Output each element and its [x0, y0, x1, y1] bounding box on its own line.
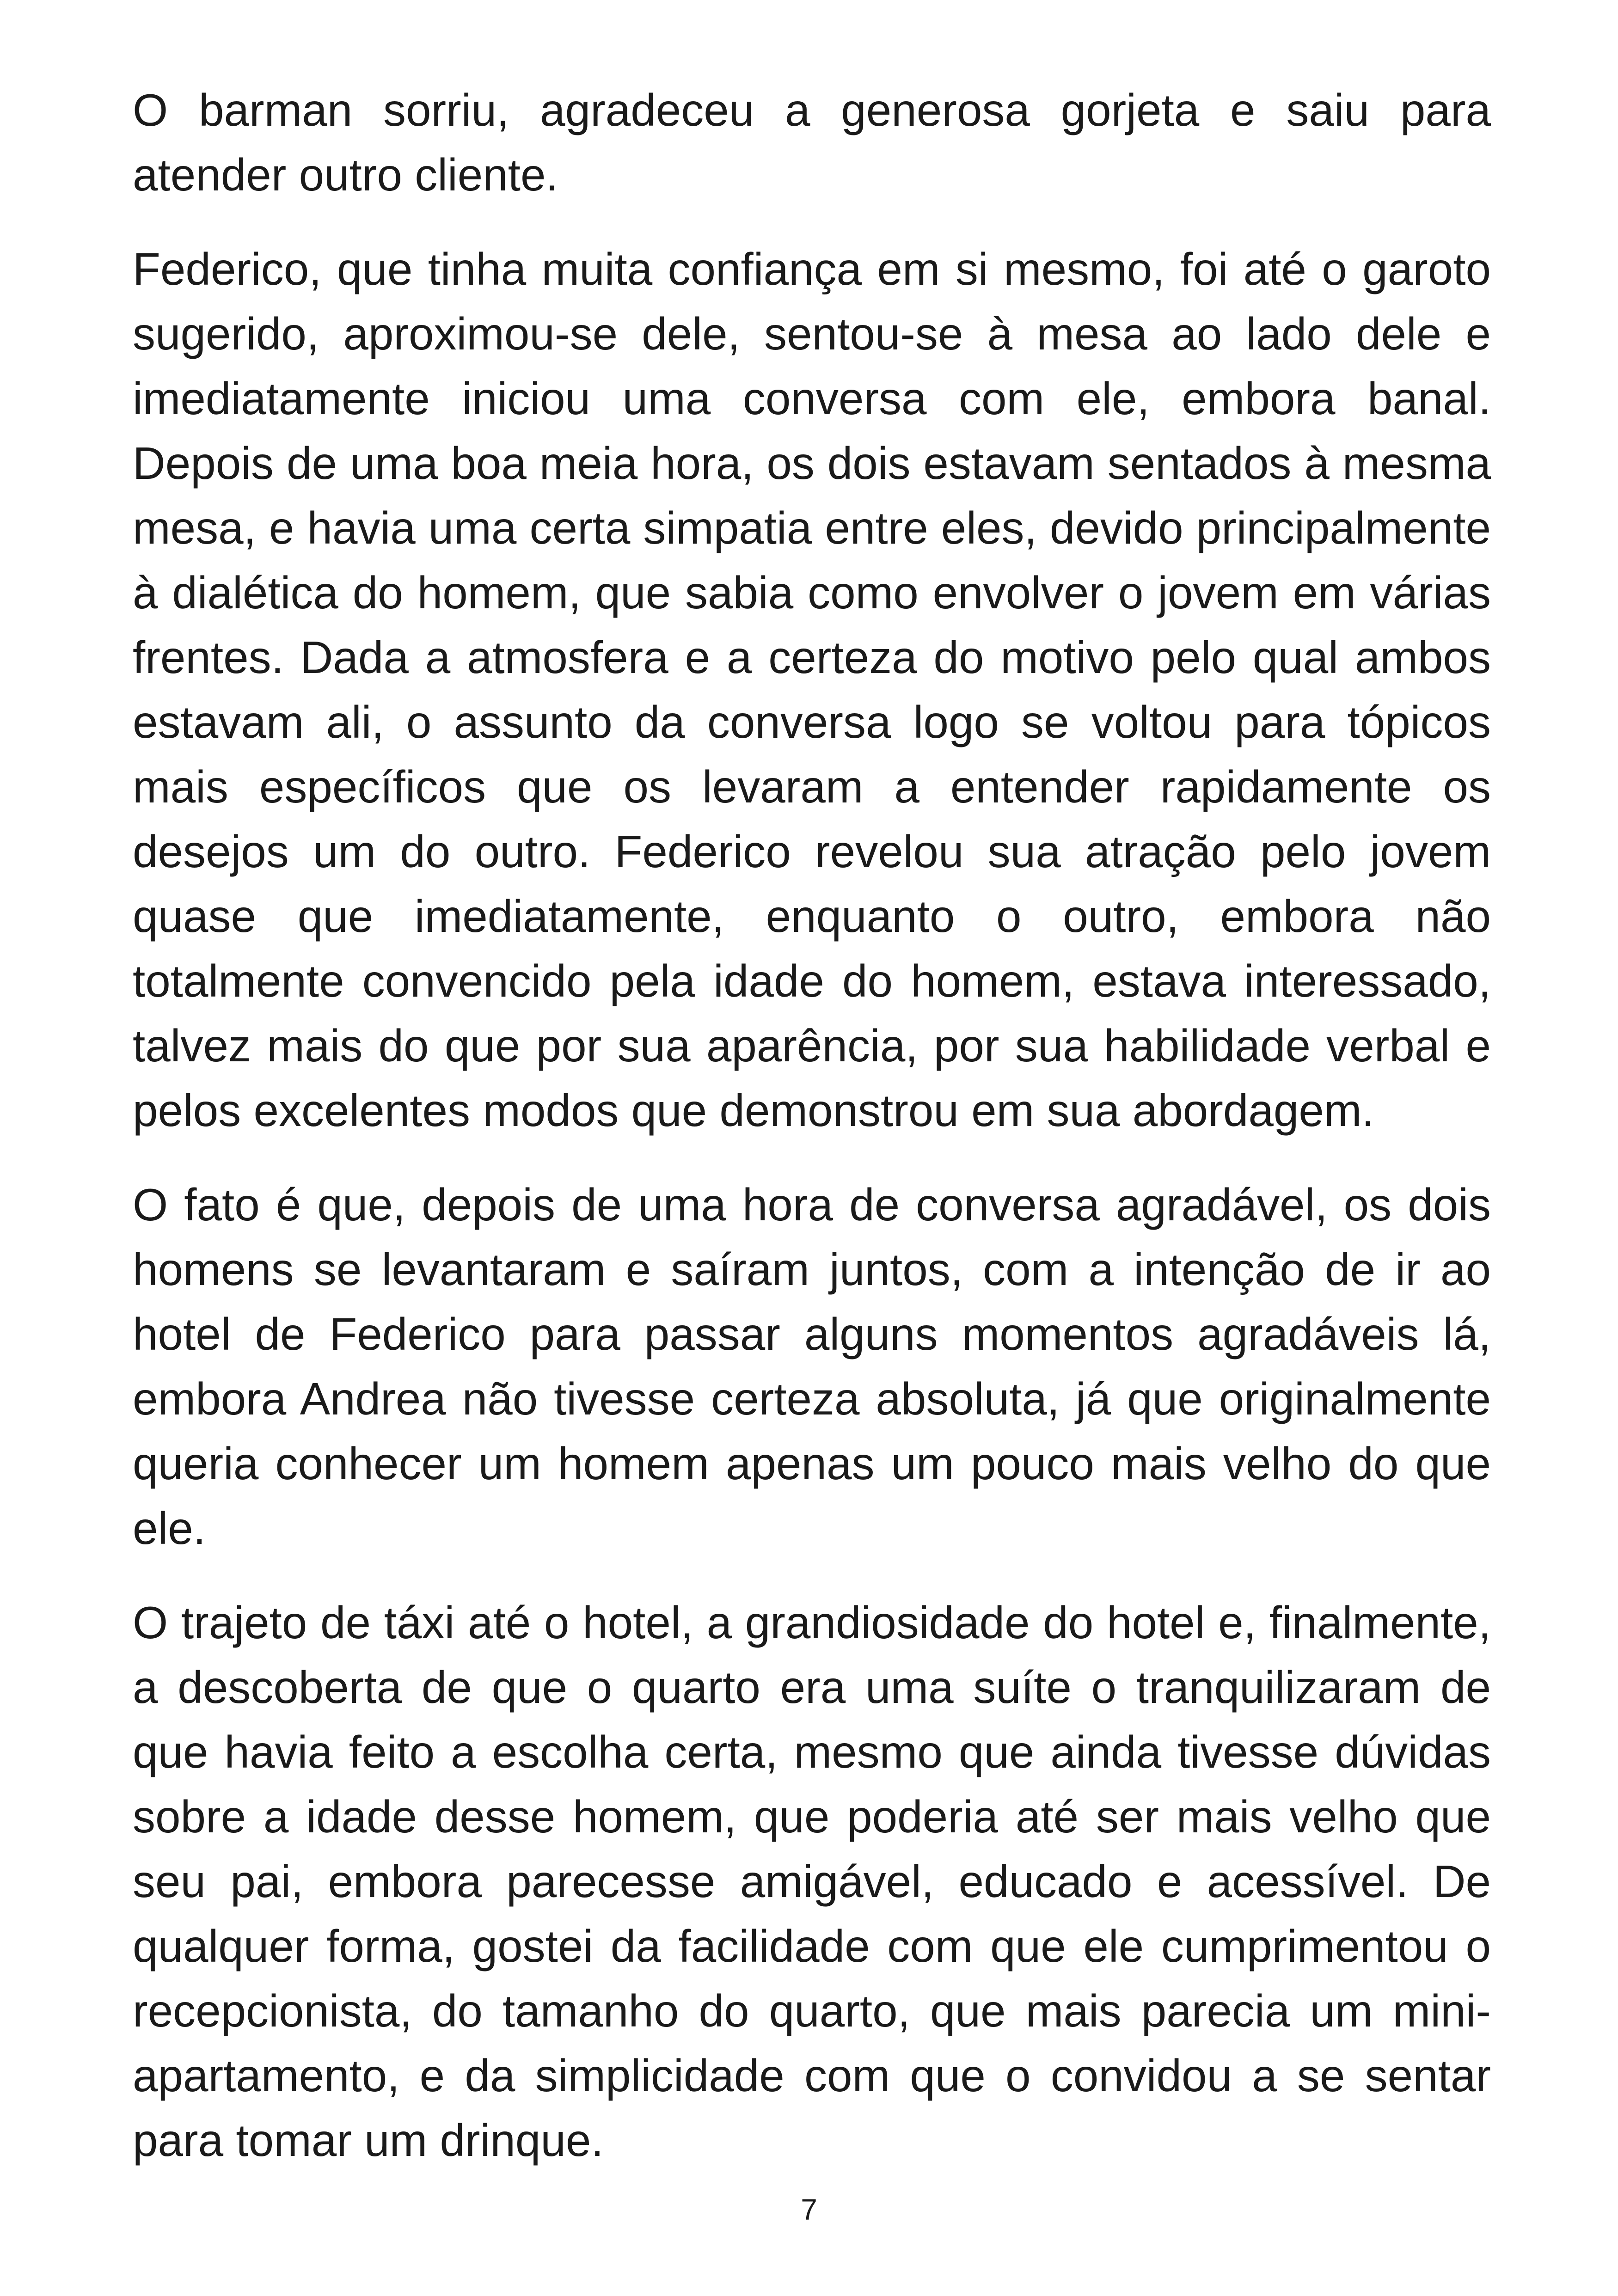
- paragraph-3: O fato é que, depois de uma hora de conversa agradável, os dois homens se levantaram e saíram juntos, com a intenção de ir ao hotel de Federico para passar alguns momentos agradáveis lá, embora Andrea não tivesse certeza absoluta, já que originalmente queria conhecer um homem apenas um pouco mais velho do que ele.: [133, 1179, 1491, 1554]
- paragraph-4: O trajeto de táxi até o hotel, a grandiosidade do hotel e, finalmente, a descoberta de que o quarto era uma suíte o tranquilizaram de que havia feito a escolha certa, mesmo que ainda tivesse dúvidas sobre a idade desse homem, que poderia até ser mais velho que seu pai, embora parecesse amigável, educado e acessível. De qualquer forma, gostei da facilidade com que ele cumprimentou o recepcionista, do tamanho do quarto, que mais parecia um mini-apartamento, e da simplicidade com que o convidou a se sentar para tomar um drinque.: [133, 1597, 1491, 2166]
- paragraph-1: O barman sorriu, agradeceu a generosa gorjeta e saiu para atender outro cliente.: [133, 85, 1491, 200]
- paragraph-2: Federico, que tinha muita confiança em si mesmo, foi até o garoto sugerido, aproximou-se dele, sentou-se à mesa ao lado dele e imediatamente iniciou uma conversa com ele, embora banal. Depois de uma boa meia hora, os dois estavam sentados à mesma mesa, e havia uma certa simpatia entre eles, devido principalmente à dialética do homem, que sabia como envolver o jovem em várias frentes. Dada a atmosfera e a certeza do motivo pelo qual ambos estavam ali, o assunto da conversa logo se voltou para tópicos mais específicos que os levaram a entender rapidamente os desejos um do outro. Federico revelou sua atração pelo jovem quase que imediatamente, enquanto o outro, embora não totalmente convencido pela idade do homem, estava interessado, talvez mais do que por sua aparência, por sua habilidade verbal e pelos excelentes modos que demonstrou em sua abordagem.: [133, 244, 1491, 1136]
- page-body: [133, 78, 1491, 2173]
- page-number: 7: [801, 2193, 817, 2226]
